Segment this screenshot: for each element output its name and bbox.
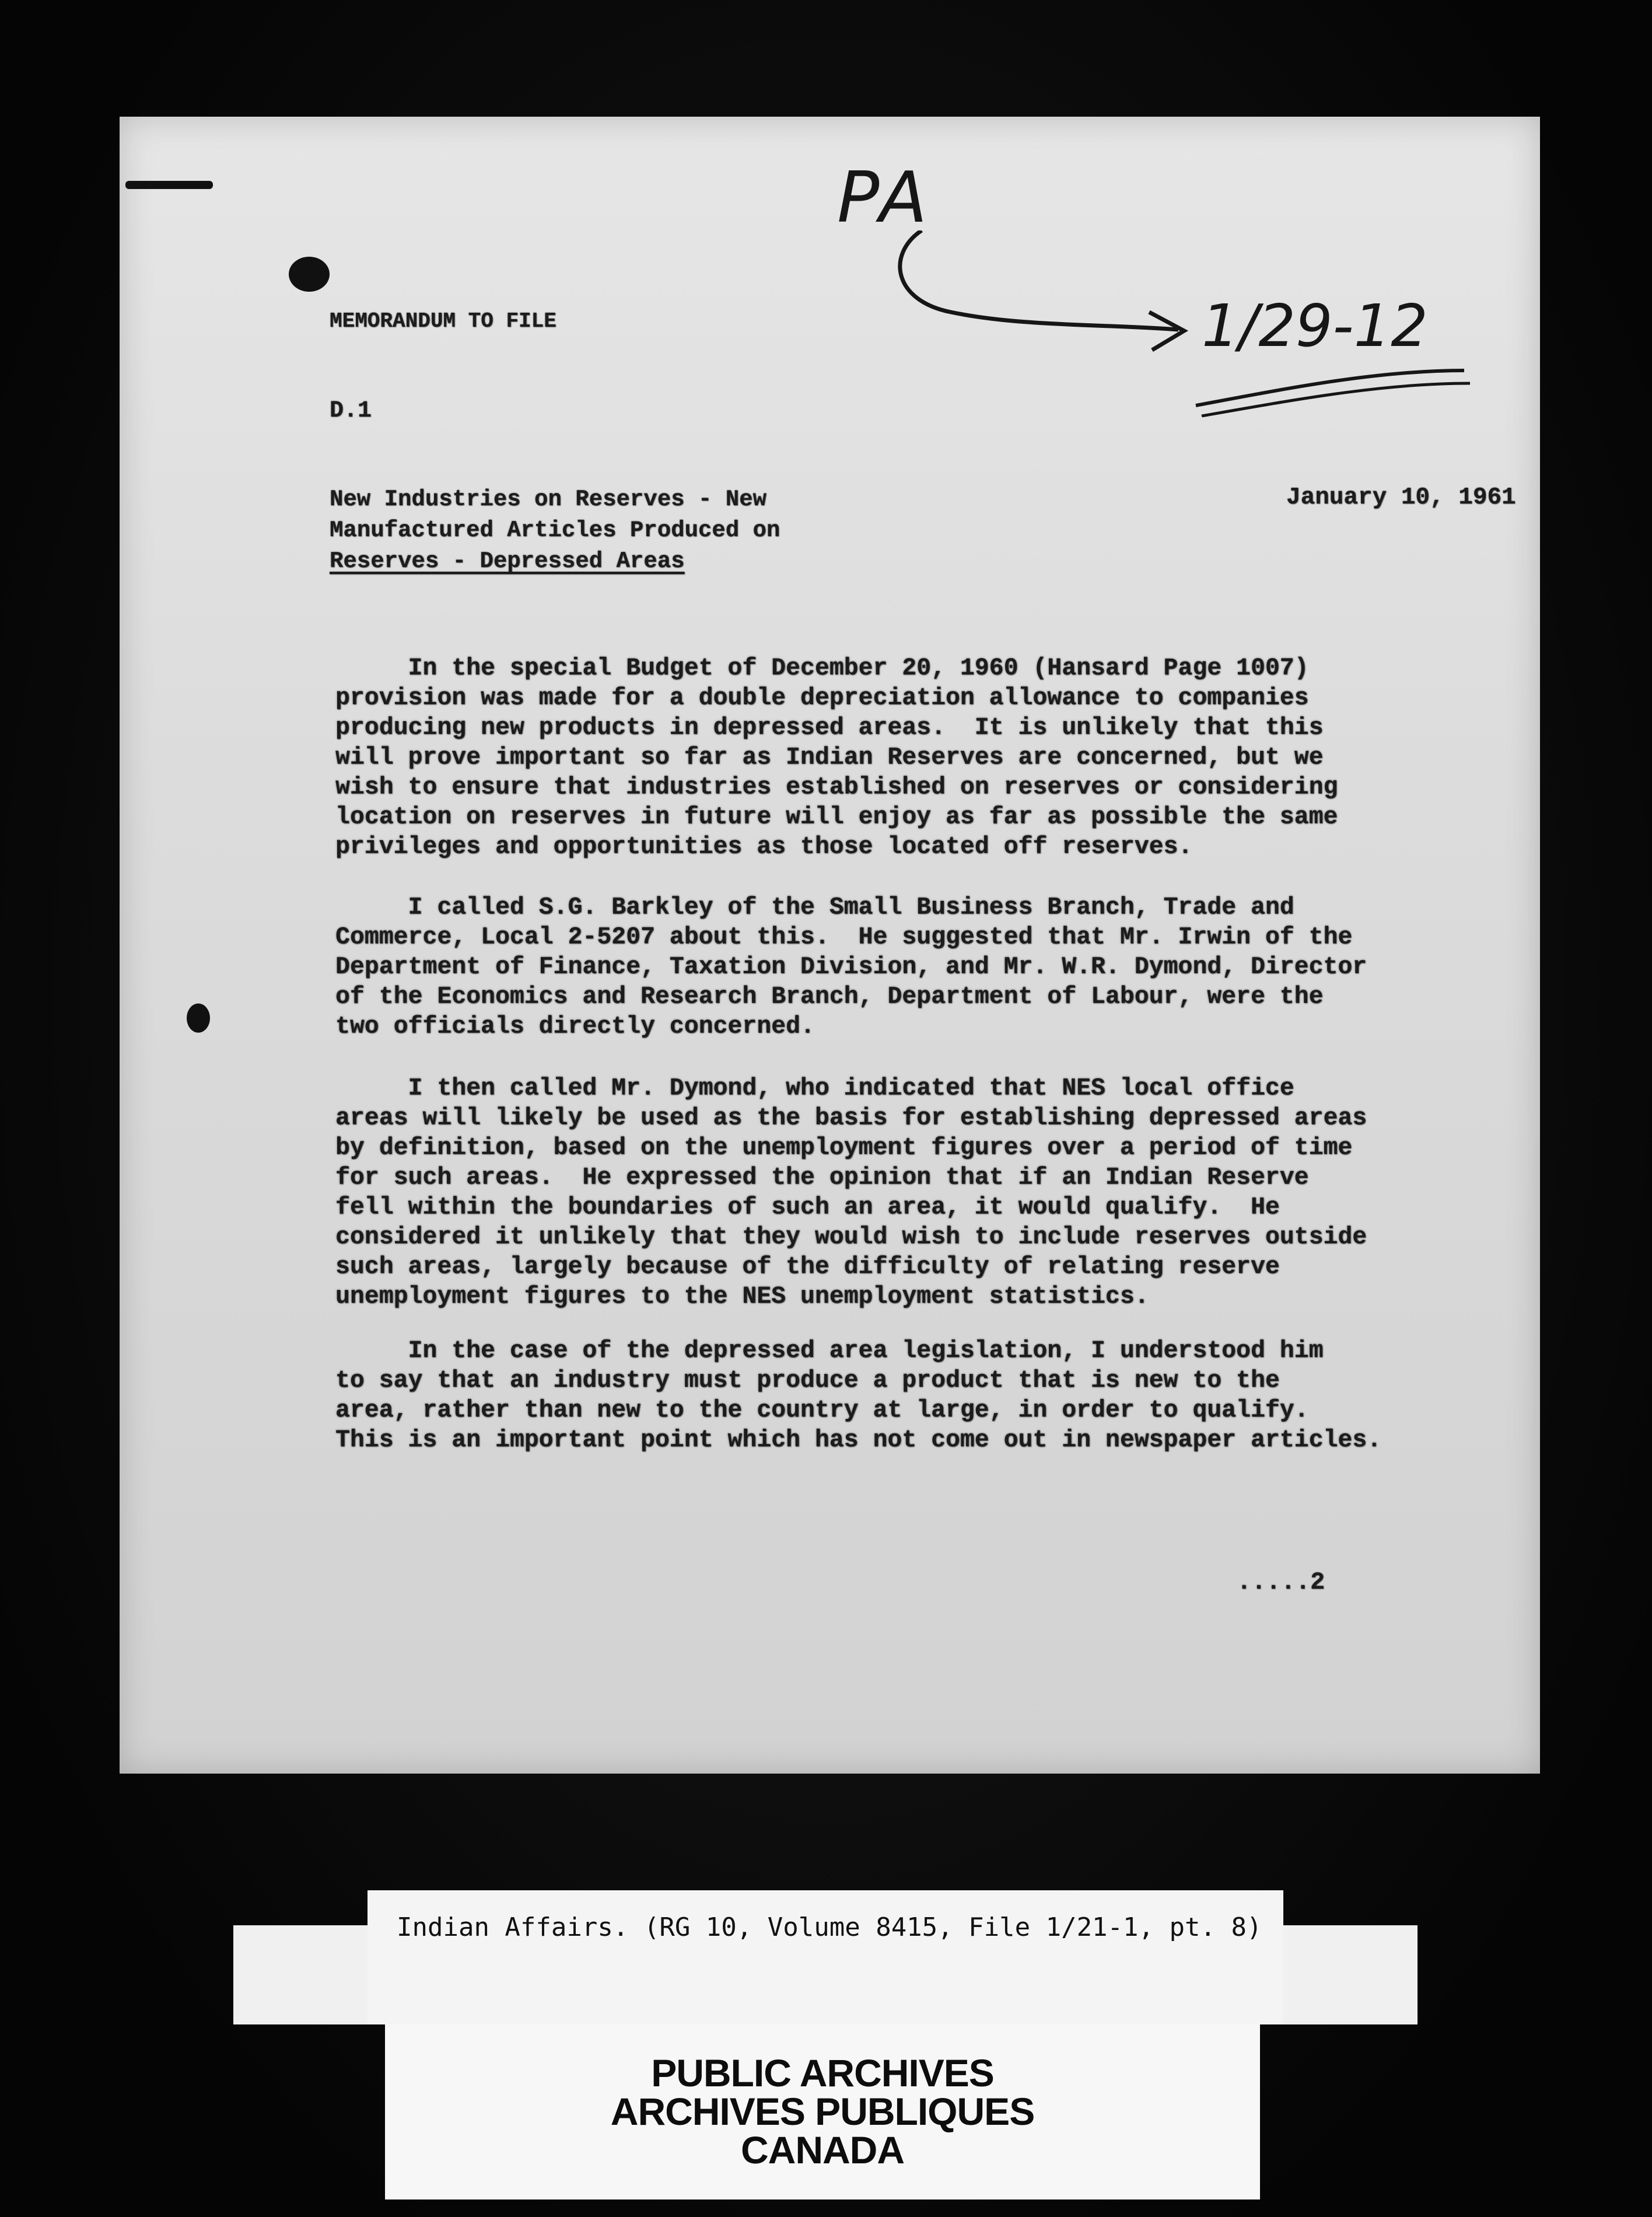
paragraph-line: wish to ensure that industries established on reserves or considering — [335, 774, 1338, 801]
paragraph-line: such areas, largely because of the difficulty of relating reserve — [335, 1253, 1280, 1281]
paragraph-line: Commerce, Local 2-5207 about this. He suggested that Mr. Irwin of the — [335, 924, 1353, 951]
paragraph-line: by definition, based on the unemployment figures over a period of time — [335, 1134, 1353, 1162]
paragraph-line: I called S.G. Barkley of the Small Business Branch, Trade and — [335, 894, 1294, 921]
paragraph-line: area, rather than new to the country at large, in order to qualify. — [335, 1397, 1309, 1424]
paragraph-line: I then called Mr. Dymond, who indicated that NES local office — [335, 1075, 1294, 1102]
subject-line: New Industries on Reserves - New — [330, 487, 766, 512]
handwritten-initials: PA — [837, 158, 931, 239]
body-paragraph — [335, 653, 1338, 862]
paragraph-line: producing new products in depressed areas. It is unlikely that this — [335, 714, 1324, 742]
handwritten-file-reference: 1/29-12 — [1202, 292, 1428, 360]
paragraph-line: unemployment figures to the NES unemployment statistics. — [335, 1283, 1149, 1310]
archive-label-tab — [233, 1925, 368, 2024]
archive-reference: Indian Affairs. (RG 10, Volume 8415, File 1/21-1, pt. 8) — [397, 1912, 1262, 1942]
paragraph-line: Department of Finance, Taxation Division, and Mr. W.R. Dymond, Director — [335, 953, 1367, 981]
paragraph-line: In the case of the depressed area legislation, I understood him — [335, 1337, 1324, 1365]
body-paragraph — [335, 1336, 1381, 1455]
paragraph-line: for such areas. He expressed the opinion that if an Indian Reserve — [335, 1164, 1309, 1191]
body-paragraph — [335, 1073, 1367, 1312]
paragraph-line: location on reserves in future will enjoy as far as possible the same — [335, 803, 1338, 831]
speck-mark — [125, 181, 213, 189]
archive-stamp-line: PUBLIC ARCHIVES — [651, 2051, 994, 2094]
bleed-through-text — [583, 378, 594, 403]
hole-punch-mark — [187, 1003, 210, 1033]
paragraph-line: considered it unlikely that they would wish to include reserves outside — [335, 1223, 1367, 1251]
paragraph-line: privileges and opportunities as those located off reserves. — [335, 833, 1193, 861]
paragraph-line: of the Economics and Research Branch, Department of Labour, were the — [335, 983, 1324, 1010]
paragraph-line: This is an important point which has not come out in newspaper articles. — [335, 1426, 1382, 1454]
subject-line: Reserves - Depressed Areas — [330, 548, 685, 574]
memo-heading: MEMORANDUM TO FILE — [330, 309, 556, 333]
paragraph-line: fell within the boundaries of such an area, it would qualify. He — [335, 1194, 1280, 1221]
hole-punch-mark — [289, 257, 330, 292]
page-continuation: .....2 — [1237, 1568, 1325, 1596]
archive-reference-card — [368, 1890, 1283, 2024]
archive-stamp-line: CANADA — [741, 2128, 904, 2171]
memo-date: January 10, 1961 — [1286, 484, 1516, 511]
archive-stamp-line: ARCHIVES PUBLIQUES — [610, 2090, 1035, 2133]
body-paragraph — [335, 893, 1367, 1041]
paragraph-line: provision was made for a double depreciation allowance to companies — [335, 684, 1309, 712]
subject-line: Manufactured Articles Produced on — [330, 517, 780, 543]
paragraph-line: to say that an industry must produce a product that is new to the — [335, 1367, 1280, 1394]
paragraph-line: areas will likely be used as the basis for establishing depressed areas — [335, 1104, 1367, 1132]
paragraph-line: will prove important so far as Indian Reserves are concerned, but we — [335, 744, 1324, 771]
archive-label-tab — [1283, 1925, 1418, 2024]
memo-subject — [330, 484, 780, 577]
file-code: D.1 — [330, 398, 372, 424]
paragraph-line: two officials directly concerned. — [335, 1013, 815, 1040]
paragraph-line: In the special Budget of December 20, 1960 (Hansard Page 1007) — [335, 655, 1309, 682]
